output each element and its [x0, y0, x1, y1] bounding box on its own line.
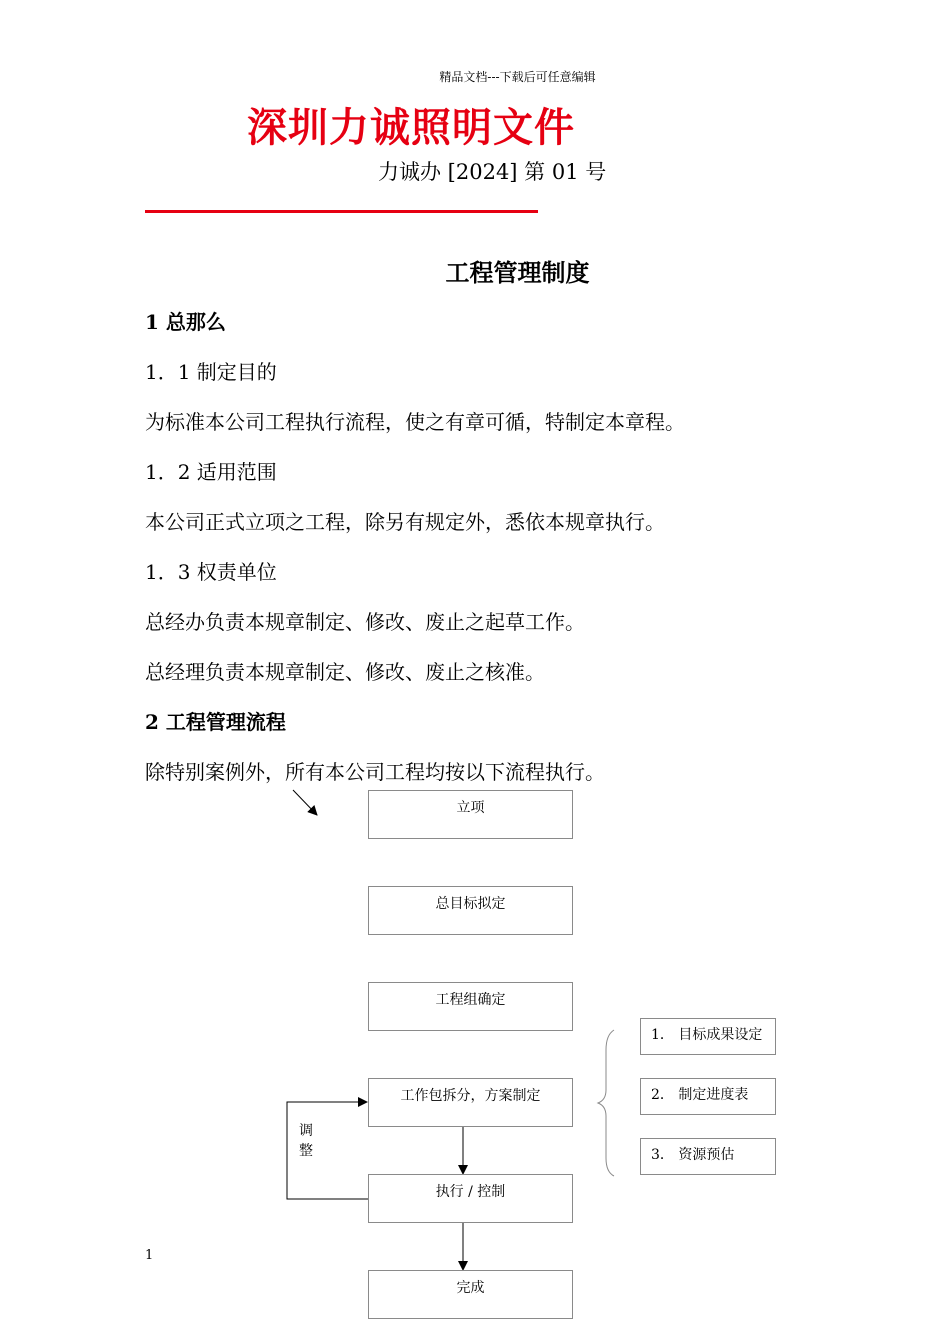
flow-step-execute — [368, 1174, 573, 1223]
section-1-2-heading: 1．2 适用范围 — [145, 460, 277, 484]
flow-step-complete — [368, 1270, 573, 1319]
flow-step-goal-setting — [368, 886, 573, 935]
org-title: 深圳力诚照明文件 — [247, 104, 575, 151]
flow-step-label: 立项 — [456, 800, 485, 816]
flow-step-label: 工程组确定 — [435, 992, 506, 1008]
flow-step-label: 完成 — [456, 1280, 485, 1296]
flow-step-label: 工作包拆分，方案制定 — [400, 1088, 541, 1104]
side-item-label: 2． 制定进度表 — [651, 1087, 749, 1103]
section-2-heading: 2 工程管理流程 — [145, 710, 286, 734]
section-1-1-text: 为标准本公司工程执行流程，使之有章可循，特制定本章程。 — [145, 410, 685, 434]
adjust-label: 调整 — [299, 1123, 313, 1159]
side-item-label: 1． 目标成果设定 — [651, 1027, 763, 1043]
header-note: 精品文档---下载后可任意编辑 — [439, 70, 596, 84]
side-item-label: 3． 资源预估 — [651, 1147, 735, 1163]
section-2-text: 除特别案例外，所有本公司工程均按以下流程执行。 — [145, 760, 605, 784]
side-item-resources — [640, 1138, 776, 1175]
flow-step-initiation — [368, 790, 573, 839]
decorative-arrow — [293, 790, 317, 815]
section-1-1-heading: 1．1 制定目的 — [145, 360, 277, 384]
flow-step-label: 执行 / 控制 — [435, 1184, 506, 1200]
flow-step-team — [368, 982, 573, 1031]
section-1-3-heading: 1．3 权责单位 — [145, 560, 277, 584]
section-1-heading: 1 总那么 — [145, 310, 226, 334]
section-1-2-text: 本公司正式立项之工程，除另有规定外，悉依本规章执行。 — [145, 510, 665, 534]
brace — [598, 1030, 614, 1176]
flow-step-label: 总目标拟定 — [435, 896, 506, 912]
side-item-outcome — [640, 1018, 776, 1055]
section-1-3-text-b: 总经理负责本规章制定、修改、废止之核准。 — [145, 660, 545, 684]
page-number: 1 — [145, 1248, 154, 1263]
doc-title: 工程管理制度 — [445, 258, 590, 287]
doc-number: 力诚办 [2024] 第 01 号 — [378, 160, 607, 184]
section-1-3-text-a: 总经办负责本规章制定、修改、废止之起草工作。 — [145, 610, 585, 634]
flow-step-breakdown — [368, 1078, 573, 1127]
side-item-schedule — [640, 1078, 776, 1115]
